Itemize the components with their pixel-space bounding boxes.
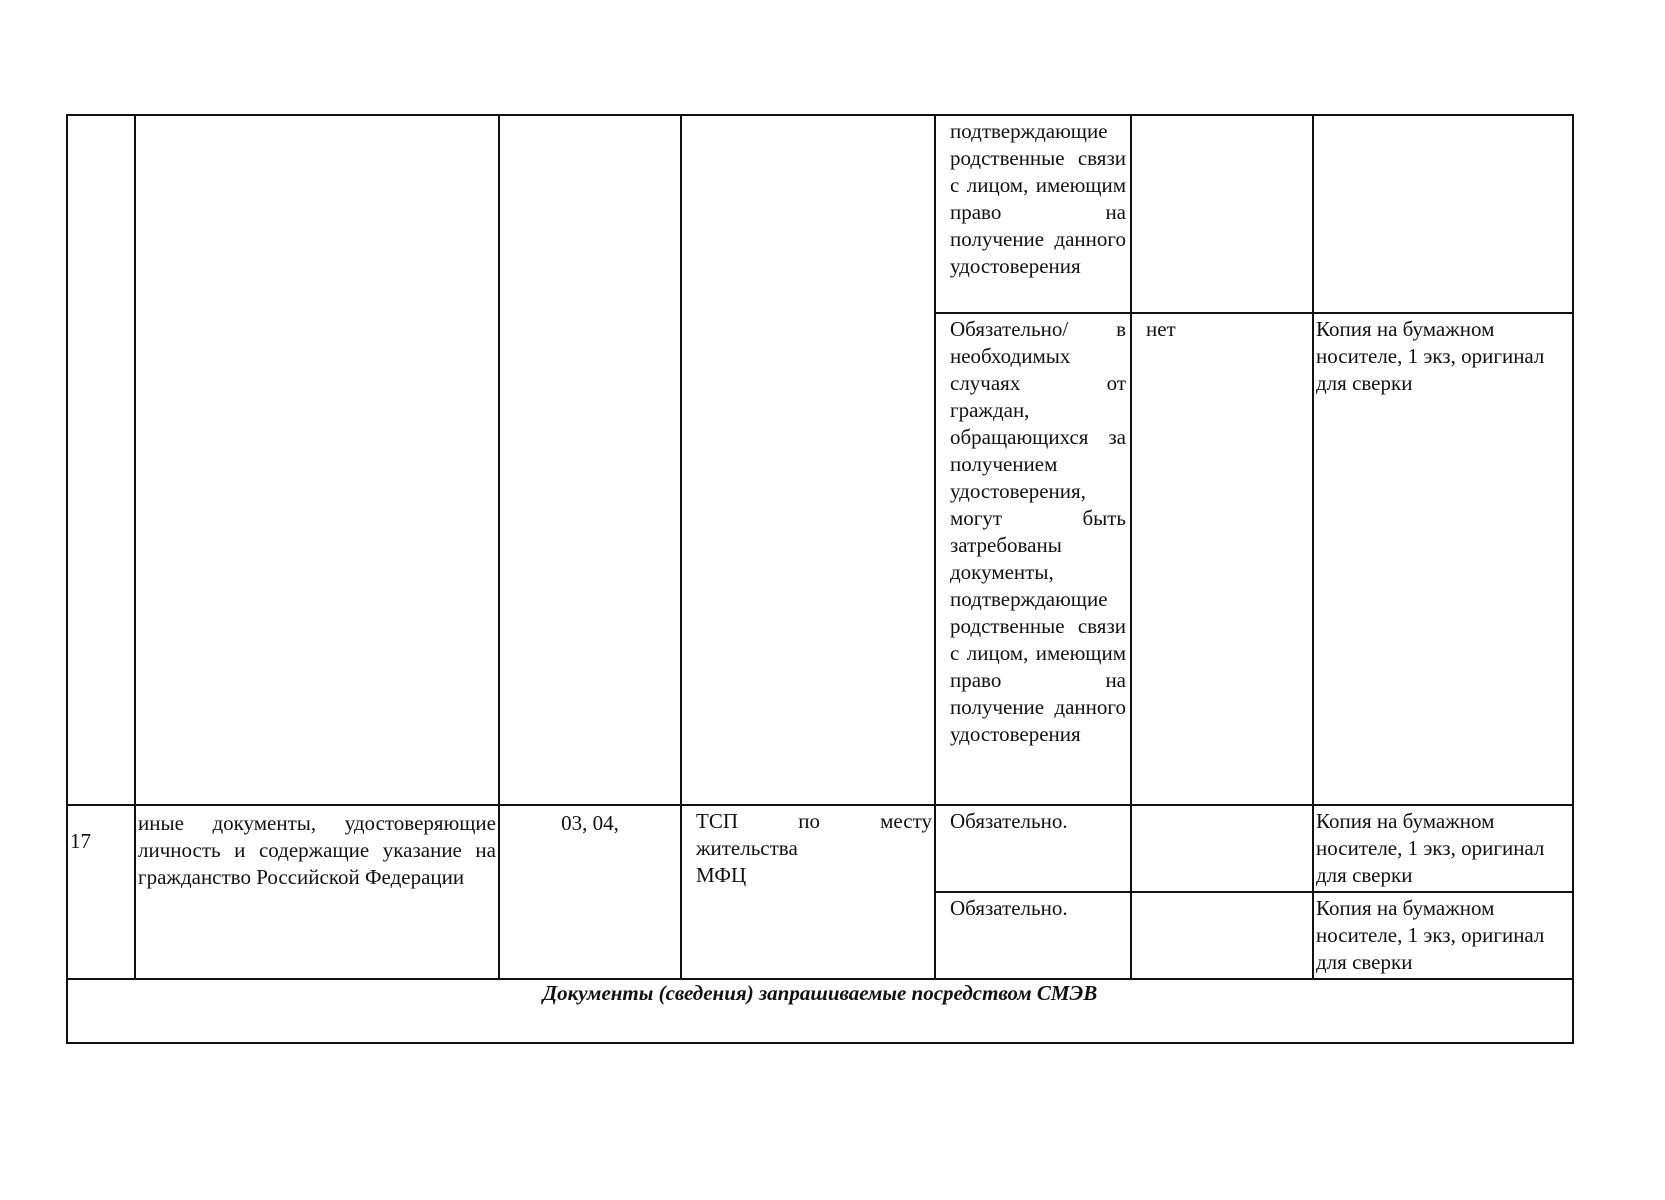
form-text: Копия на бумажном носителе, 1 экз, оригинал для сверки xyxy=(1316,317,1545,395)
requirement-17b-text: Обязательно. xyxy=(950,896,1068,920)
cell-requirement-continued xyxy=(935,115,1131,313)
cell-requirement xyxy=(935,313,1131,805)
cell-empty-interdepartmental-17a xyxy=(1131,805,1313,892)
place-line-1: ТСП по месту xyxy=(696,809,932,833)
row-number: 17 xyxy=(70,829,91,853)
cell-codes xyxy=(499,805,681,979)
cell-row-number xyxy=(67,805,135,979)
cell-empty-interdepartmental-17b xyxy=(1131,892,1313,979)
cell-requirement-17b xyxy=(935,892,1131,979)
cell-interdepartmental xyxy=(1131,313,1313,805)
cell-empty-number xyxy=(67,115,135,805)
cell-empty-document xyxy=(135,115,499,805)
cell-place xyxy=(681,805,935,979)
requirement-17a-text: Обязательно. xyxy=(950,809,1068,833)
form-17a-text: Копия на бумажном носителе, 1 экз, оригинал для сверки xyxy=(1316,809,1545,887)
requirement-continued-text: подтверждающие родственные связи с лицом, имеющим право на получение данного удостоверения xyxy=(950,119,1126,278)
continuation-row-1 xyxy=(67,115,1573,313)
place-line-3: МФЦ xyxy=(696,863,747,887)
section-title-row xyxy=(67,979,1573,1043)
form-17b-text: Копия на бумажном носителе, 1 экз, оригинал для сверки xyxy=(1316,896,1545,974)
cell-requirement-17a xyxy=(935,805,1131,892)
cell-empty-form xyxy=(1313,115,1573,313)
section-title: Документы (сведения) запрашиваемые посредством СМЭВ xyxy=(67,979,1573,1043)
codes-text: 03, 04, xyxy=(561,811,619,835)
row-17-a xyxy=(67,805,1573,892)
cell-empty-place xyxy=(681,115,935,805)
cell-document-name xyxy=(135,805,499,979)
cell-empty-codes xyxy=(499,115,681,805)
documents-table xyxy=(66,114,1574,1044)
cell-form-17b xyxy=(1313,892,1573,979)
place-line-2: жительства xyxy=(696,836,798,860)
document-name-text: иные документы, удостоверяющие личность и содержащие указание на гражданство Российской Федерации xyxy=(138,811,496,889)
interdepartmental-text: нет xyxy=(1146,317,1176,341)
cell-form-17a xyxy=(1313,805,1573,892)
cell-empty-interdepartmental xyxy=(1131,115,1313,313)
cell-form xyxy=(1313,313,1573,805)
requirement-text: Обязательно/ в необходимых случаях от граждан, обращающихся за получением удостоверения, могут быть затребованы документы, подтверждающие родственные связи с лицом, имеющим право на получение данного удостоверения xyxy=(950,317,1126,746)
